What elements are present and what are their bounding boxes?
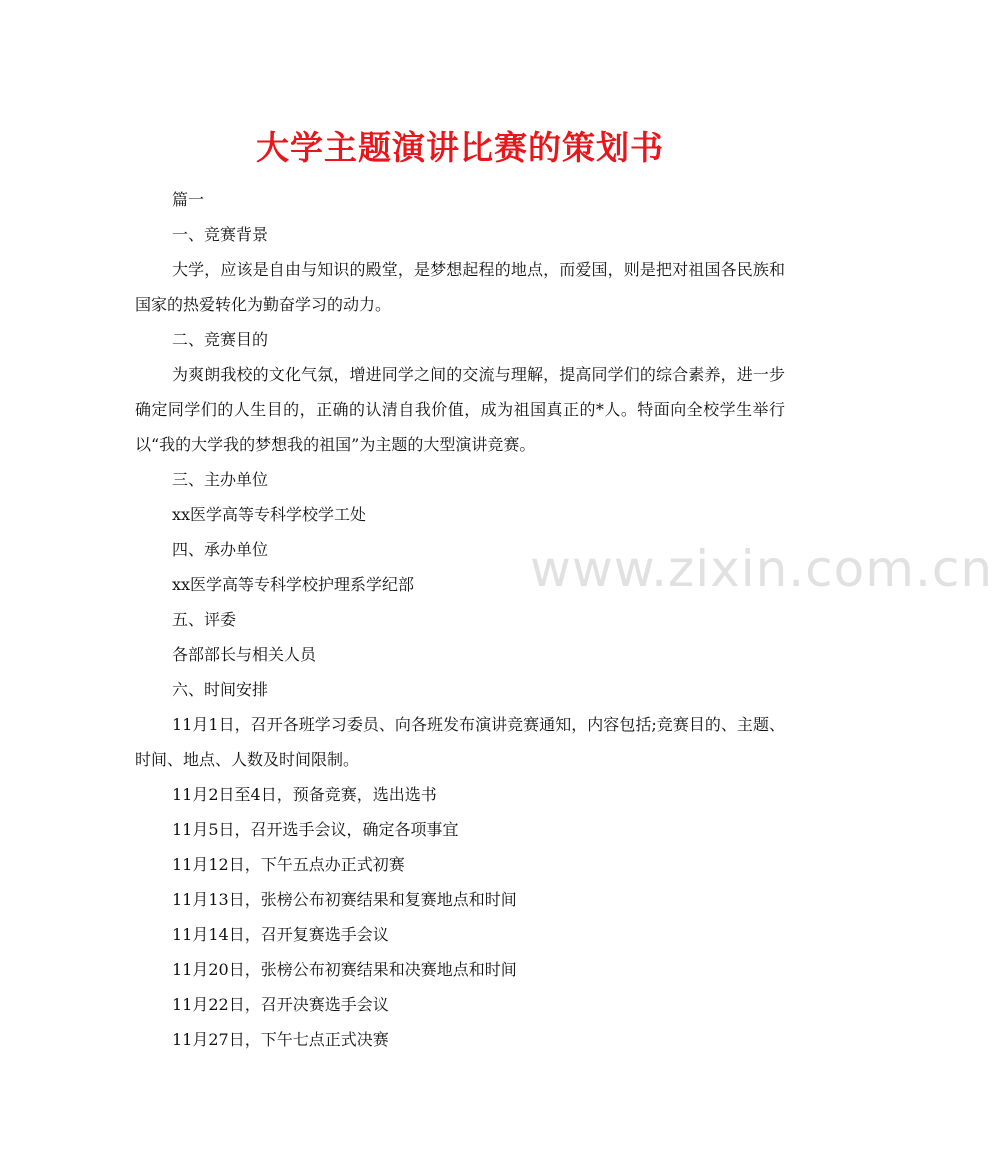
schedule-item: 11月5日，召开选手会议，确定各项事宜 (172, 820, 459, 839)
document-body (135, 182, 785, 1057)
paragraph-host: xx医学高等专科学校学工处 (172, 505, 367, 524)
heading-host: 三、主办单位 (172, 470, 269, 489)
schedule-item: 11月2日至4日，预备竞赛，选出选书 (172, 785, 437, 804)
schedule-item: 11月13日，张榜公布初赛结果和复赛地点和时间 (172, 890, 517, 909)
schedule-item: 11月12日，下午五点办正式初赛 (172, 855, 405, 874)
heading-organizer: 四、承办单位 (172, 540, 269, 559)
paragraph-organizer: xx医学高等专科学校护理系学纪部 (172, 575, 415, 594)
schedule-item: 11月27日，下午七点正式决赛 (172, 1030, 389, 1049)
schedule-item: 11月20日，张榜公布初赛结果和决赛地点和时间 (172, 960, 517, 979)
schedule-item: 11月22日，召开决赛选手会议 (172, 995, 389, 1014)
schedule-item: 11月14日，召开复赛选手会议 (172, 925, 389, 944)
schedule-item: 11月1日，召开各班学习委员、向各班发布演讲竞赛通知，内容包括;竞赛目的、主题、时间、地点、人数及时间限制。 (135, 715, 785, 769)
paragraph-purpose: 为爽朗我校的文化气氛，增进同学之间的交流与理解，提高同学们的综合素养，进一步确定同学们的人生目的，正确的认清自我价值，成为祖国真正的*人。特面向全校学生举行以“我的大学我的梦想我的祖国”为主题的大型演讲竞赛。 (135, 365, 785, 454)
paragraph-background: 大学，应该是自由与知识的殿堂，是梦想起程的地点，而爱国，则是把对祖国各民族和国家的热爱转化为勤奋学习的动力。 (135, 260, 785, 314)
heading-purpose: 二、竞赛目的 (172, 330, 269, 349)
paragraph-judges: 各部部长与相关人员 (172, 645, 317, 664)
document-title: 大学主题演讲比赛的策划书 (256, 128, 664, 167)
paragraph-section-label: 篇一 (172, 190, 205, 209)
heading-schedule: 六、时间安排 (172, 680, 269, 699)
heading-background: 一、竞赛背景 (172, 225, 269, 244)
watermark: www.zixin.com.cn (530, 540, 993, 598)
heading-judges: 五、评委 (172, 610, 237, 629)
